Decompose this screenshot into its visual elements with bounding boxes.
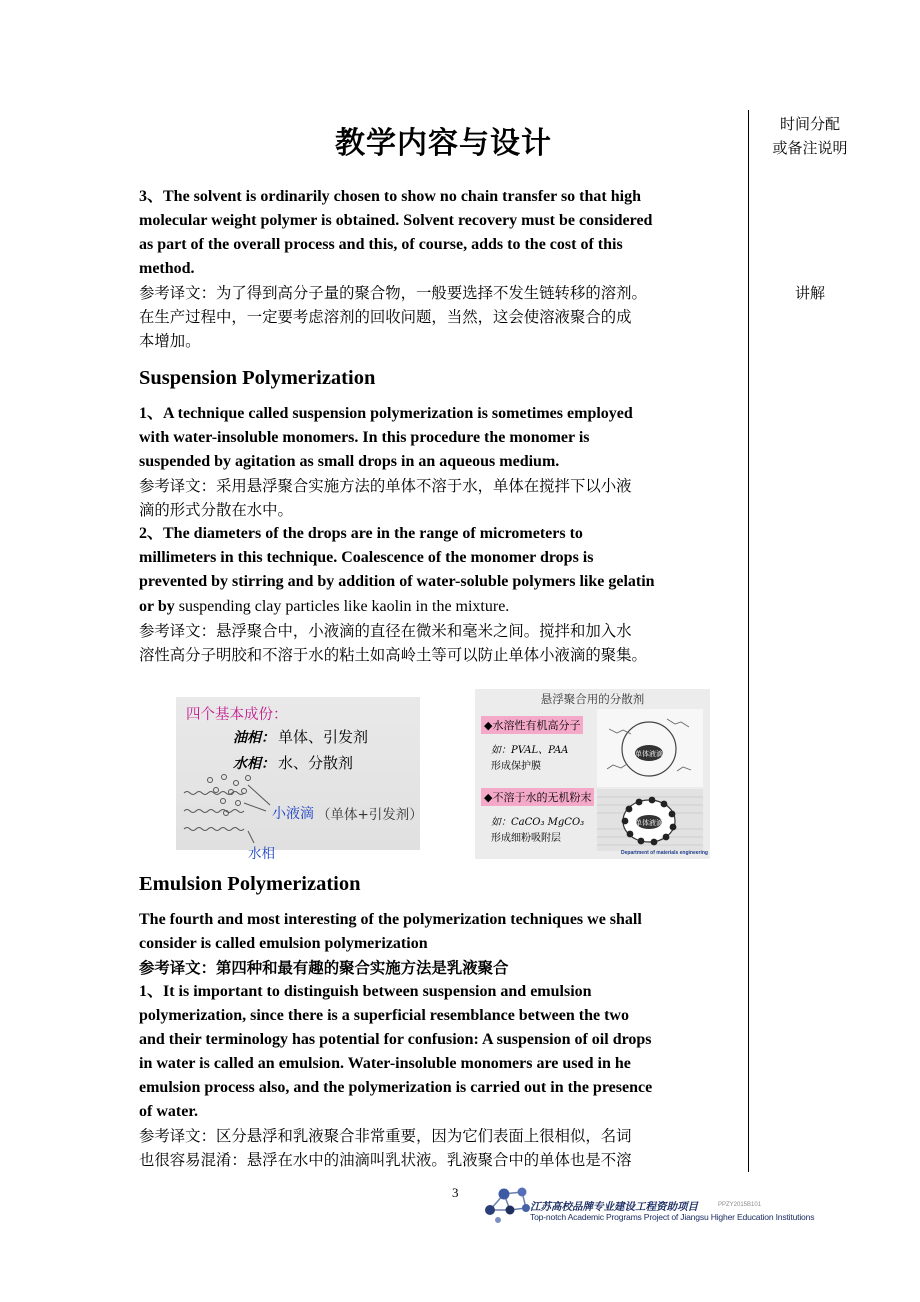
figure2-credit: Department of materials engineering bbox=[621, 850, 708, 856]
page-title: 教学内容与设计 bbox=[335, 126, 552, 161]
figure-dispersants bbox=[475, 689, 710, 859]
s1-en-line: 1、A technique called suspension polymerization is sometimes employed bbox=[139, 405, 633, 422]
column-divider bbox=[748, 110, 749, 1172]
e0-cn-line: 参考译文：第四种和最有趣的聚合实施方法是乳液聚合 bbox=[139, 959, 509, 977]
s2-cn-line: 溶性高分子明胶和不溶于水的粘土如高岭土等可以防止单体小液滴的聚集。 bbox=[139, 646, 647, 664]
figure2-box2-effect: 形成细粉吸附层 bbox=[491, 833, 561, 844]
s2-en-line: millimeters in this technique. Coalescence of the monomer drops is bbox=[139, 549, 594, 566]
oil-phase-value: 单体、引发剂 bbox=[278, 728, 369, 746]
program-logo-icon bbox=[480, 1180, 536, 1224]
p3-en-line: method. bbox=[139, 260, 195, 277]
e1-en-line: in water is called an emulsion. Water-insoluble monomers are used in he bbox=[139, 1055, 631, 1072]
s2-bold-fragment: or by bbox=[139, 598, 175, 615]
figure2-box1-effect: 形成保护膜 bbox=[491, 761, 541, 772]
figure-four-components bbox=[176, 697, 423, 862]
water-phase-label: 水相： bbox=[233, 756, 275, 772]
figure2-box1-example: 如：PVAL、PAA bbox=[491, 745, 569, 756]
s2-en-line: 2、The diameters of the drops are in the range of micrometers to bbox=[139, 525, 583, 542]
figure2-box2: ◆不溶于水的无机粉末 bbox=[481, 788, 594, 806]
water-phase-tag: 水相 bbox=[248, 846, 275, 862]
emulsion-heading: Emulsion Polymerization bbox=[139, 873, 361, 895]
side-column-heading bbox=[758, 112, 862, 160]
s2-en-line-mixed bbox=[139, 594, 745, 619]
center-label-1: 单体液滴 bbox=[635, 750, 663, 758]
p3-cn-line: 在生产过程中，一定要考虑溶剂的回收问题，当然，这会使溶液聚合的成 bbox=[139, 308, 632, 326]
e0-en-line: The fourth and most interesting of the polymerization techniques we shall bbox=[139, 911, 642, 928]
paragraph-3 bbox=[139, 185, 745, 353]
s2-en-line: prevented by stirring and by addition of water-soluble polymers like gelatin bbox=[139, 573, 655, 590]
s2-cn-line: 参考译文：悬浮聚合中，小液滴的直径在微米和毫米之间。搅拌和加入水 bbox=[139, 622, 632, 640]
oil-phase-label: 油相： bbox=[233, 730, 275, 746]
s2-normal-fragment: suspending clay particles like kaolin in the mixture. bbox=[174, 598, 510, 615]
p3-cn-line: 本增加。 bbox=[139, 332, 201, 350]
s1-en-line: with water-insoluble monomers. In this procedure the monomer is bbox=[139, 429, 590, 446]
side-heading-line1: 时间分配 bbox=[779, 115, 840, 133]
droplet-detail: （单体+引发剂） bbox=[317, 807, 423, 823]
suspension-body bbox=[139, 402, 745, 667]
droplet-label: 小液滴 bbox=[272, 806, 314, 822]
e1-en-line: 1、It is important to distinguish between suspension and emulsion bbox=[139, 983, 592, 1000]
emulsion-body bbox=[139, 908, 745, 1172]
figure2-box2-example: 如：CaCO₃ MgCO₃ bbox=[491, 817, 585, 828]
s1-en-line: suspended by agitation as small drops in an aqueous medium. bbox=[139, 453, 560, 470]
water-phase-value: 水、分散剂 bbox=[278, 754, 354, 772]
p3-en-line: 3、The solvent is ordinarily chosen to show no chain transfer so that high bbox=[139, 188, 641, 205]
e1-en-line: emulsion process also, and the polymerization is carried out in the presence bbox=[139, 1079, 653, 1096]
p3-en-line: as part of the overall process and this, of course, adds to the cost of this bbox=[139, 236, 623, 253]
side-note: 讲解 bbox=[794, 284, 825, 302]
suspension-heading: Suspension Polymerization bbox=[139, 367, 376, 389]
center-label-2: 单体液滴 bbox=[635, 819, 663, 827]
polymer-droplet-illustration bbox=[597, 709, 703, 787]
e1-en-line: polymerization, since there is a superficial resemblance between the two bbox=[139, 1007, 629, 1024]
p3-cn-line: 参考译文：为了得到高分子量的聚合物，一般要选择不发生链转移的溶剂。 bbox=[139, 284, 647, 302]
figure2-title: 悬浮聚合用的分散剂 bbox=[540, 692, 645, 706]
e1-en-line: of water. bbox=[139, 1103, 198, 1120]
page-number: 3 bbox=[452, 1185, 459, 1200]
e1-en-line: and their terminology has potential for confusion: A suspension of oil drops bbox=[139, 1031, 652, 1048]
powder-droplet-illustration bbox=[597, 789, 703, 851]
e0-en-line: consider is called emulsion polymerization bbox=[139, 935, 428, 952]
s1-cn-line: 参考译文：采用悬浮聚合实施方法的单体不溶于水，单体在搅拌下以小液 bbox=[139, 477, 632, 495]
logo-en-text: Top-notch Academic Programs Project of Jiangsu Higher Education Institutions bbox=[530, 1212, 815, 1222]
figure1-title: 四个基本成份： bbox=[186, 707, 288, 723]
side-heading-line2: 或备注说明 bbox=[772, 139, 848, 157]
e1-cn-line: 参考译文：区分悬浮和乳液聚合非常重要，因为它们表面上很相似，名词 bbox=[139, 1127, 632, 1145]
s1-cn-line: 滴的形式分散在水中。 bbox=[139, 501, 293, 519]
logo-code: PPZY2015B101 bbox=[718, 1202, 762, 1208]
logo-cn-text: 江苏高校品牌专业建设工程资助项目 bbox=[530, 1201, 698, 1213]
p3-en-line: molecular weight polymer is obtained. Solvent recovery must be considered bbox=[139, 212, 653, 229]
figure2-box1: ◆水溶性有机高分子 bbox=[481, 716, 583, 734]
e1-cn-line: 也很容易混淆：悬浮在水中的油滴叫乳状液。乳液聚合中的单体也是不溶 bbox=[139, 1151, 632, 1169]
